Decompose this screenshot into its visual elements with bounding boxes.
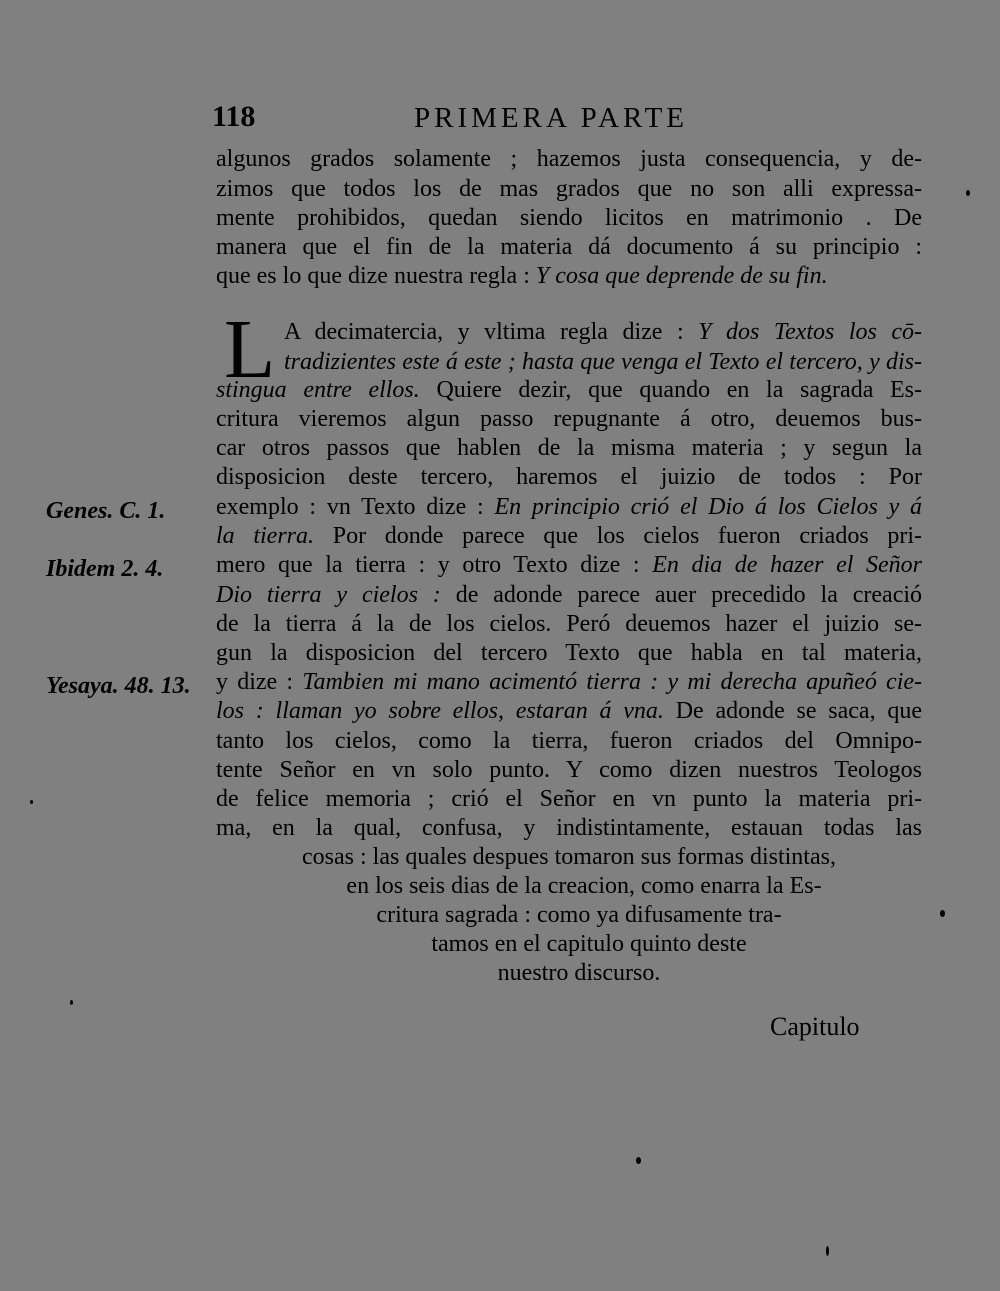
quote-span: los : llaman yo sobre ellos, estaran á vna. (216, 698, 664, 724)
text-line (216, 551, 922, 579)
quote-span: la tierra. (216, 523, 315, 549)
scan-speck (826, 1246, 829, 1256)
text-line: zimos que todos los de mas grados que no son alli expressa- (216, 176, 922, 202)
text-span: que es lo que dize nuestra regla : (216, 263, 530, 289)
text-line: en los seis dias de la creacion, como enarra la Es- (346, 873, 822, 899)
text-span: Quiere dezir, que quando en la sagrada Es- (436, 377, 922, 403)
text-line: tanto los cielos, como la tierra, fueron criados del Omnipo- (216, 728, 922, 754)
text-line: tente Señor en vn solo punto. Y como dizen nuestros Teologos (216, 757, 922, 783)
text-span: de adonde parece auer precedido la creació (455, 582, 922, 608)
rule-quote: Y cosa que deprende de su fin. (535, 263, 828, 289)
text-span: Por donde parece que los cielos fueron criados pri- (332, 523, 922, 549)
text-line (216, 262, 922, 290)
catchword: Capitulo (770, 1012, 860, 1041)
text-line (216, 376, 922, 404)
text-line: car otros passos que hablen de la misma materia ; y segun la (216, 435, 922, 461)
scan-speck (70, 1000, 73, 1005)
quote-span: Y dos Textos los cō- (698, 319, 922, 345)
text-line: nuestro discurso. (497, 960, 661, 986)
scan-speck (636, 1157, 641, 1164)
text-line: cosas : las quales despues tomaron sus formas distintas, (302, 844, 836, 870)
text-span: y dize : (216, 669, 294, 695)
text-span: De adonde se saca, que (675, 698, 922, 724)
drop-cap: L (224, 303, 276, 396)
quote-span: En dia de hazer el Señor (652, 552, 922, 578)
text-span: A decimatercia, y vltima regla dize : (284, 319, 684, 345)
page-header (212, 100, 922, 140)
scan-speck (966, 190, 970, 196)
text-line: ma, en la qual, confusa, y indistintamente, estauan todas las (216, 815, 922, 841)
text-line (216, 493, 922, 521)
text-line: de la tierra á la de los cielos. Peró deuemos hazer el juizio se- (216, 611, 922, 637)
quote-span: tradizientes este á este ; hasta que venga el Texto el tercero, y dis- (284, 349, 922, 375)
margin-note: Genes. C. 1. (46, 498, 166, 524)
text-line (216, 668, 922, 696)
text-line (216, 522, 922, 550)
text-line: de felice memoria ; crió el Señor en vn punto la materia pri- (216, 786, 922, 812)
quote-span: Tambien mi mano acimentó tierra : y mi derecha apuñeó cie- (302, 669, 922, 695)
text-line: critura vieremos algun passo repugnante á otro, deuemos bus- (216, 406, 922, 432)
margin-note: Ibidem 2. 4. (46, 556, 164, 582)
margin-note: Yesaya. 48. 13. (46, 673, 191, 699)
text-line (284, 348, 922, 376)
quote-span: stingua entre ellos. (216, 377, 420, 403)
scan-speck (30, 800, 33, 804)
text-line: gun la disposicion del tercero Texto que habla en tal materia, (216, 640, 922, 666)
text-line: manera que el fin de la materia dá documento á su principio : (216, 234, 922, 260)
text-span: exemplo : vn Texto dize : (216, 494, 484, 520)
text-line: critura sagrada : como ya difusamente tra- (376, 902, 782, 928)
page-number: 118 (212, 100, 256, 133)
text-line: tamos en el capitulo quinto deste (431, 931, 747, 957)
text-line: algunos grados solamente ; hazemos justa consequencia, y de- (216, 146, 922, 172)
scan-speck (940, 910, 945, 917)
text-line (216, 581, 922, 609)
text-line (216, 697, 922, 725)
quote-span: Dio tierra y cielos : (216, 582, 441, 608)
text-span: mero que la tierra : y otro Texto dize : (216, 552, 640, 578)
text-line (284, 318, 922, 346)
running-head: PRIMERA PARTE (414, 102, 689, 134)
text-line: disposicion deste tercero, haremos el juizio de todos : Por (216, 464, 922, 490)
quote-span: En principio crió el Dio á los Cielos y á (494, 494, 922, 520)
text-line: mente prohibidos, quedan siendo licitos en matrimonio . De (216, 205, 922, 231)
